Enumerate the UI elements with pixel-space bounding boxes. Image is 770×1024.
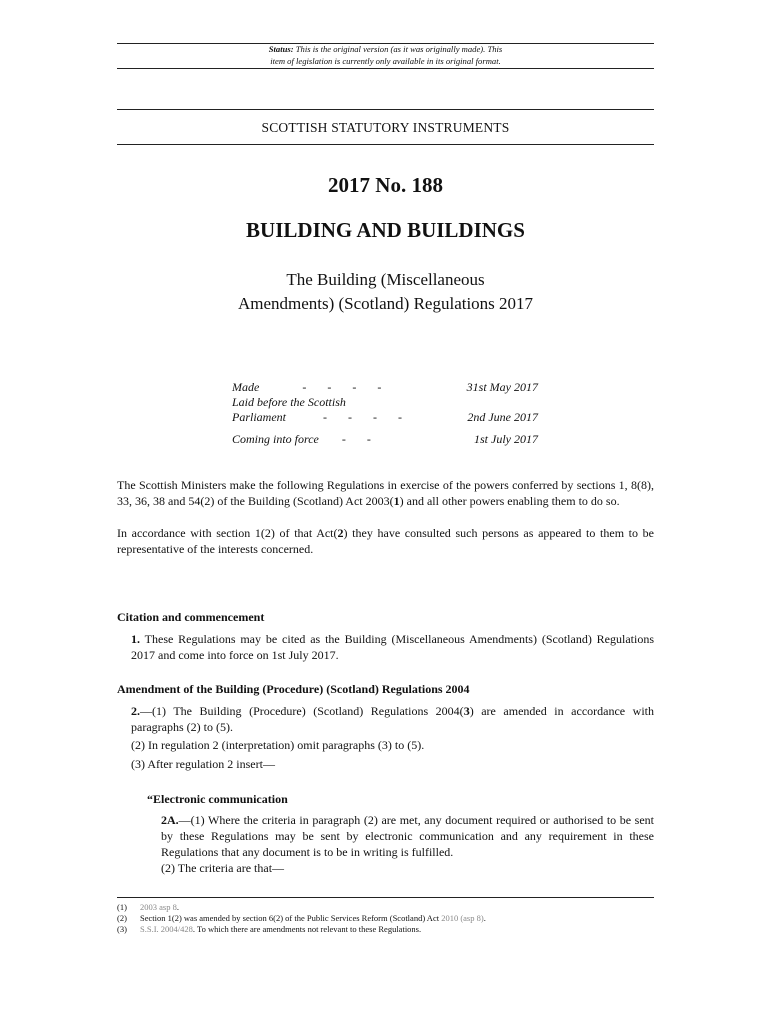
preamble-1-text-b: ) and all other powers enabling them to do so.	[399, 494, 620, 508]
footnote-rule	[117, 897, 654, 898]
preamble-paragraph-2	[117, 525, 654, 557]
footnote-1	[117, 902, 654, 913]
preamble-2-text-b: ) they have consulted such persons as appeared to them to be representative of the interests concerned.	[117, 526, 655, 556]
series-top-rule	[117, 109, 654, 110]
regulation-1	[117, 631, 654, 663]
preamble-1-text-a: The Scottish Ministers make the following Regulations in exercise of the powers conferred by sections 1, 8(8), 33, 36, 38 and 54(2) of the Building (Scotland) Act 2003(	[117, 478, 654, 508]
regulation-2-paragraph-3: (3) After regulation 2 insert—	[131, 757, 275, 771]
made-label: Made	[232, 380, 260, 394]
regulation-2a	[147, 812, 654, 860]
footnote-3-mark: (3)	[117, 924, 127, 934]
force-row	[232, 432, 538, 447]
made-row	[232, 380, 538, 395]
regulation-2-text-b: ) are amended in accordance with paragraphs (2) to (5).	[131, 704, 655, 734]
laid-dashes: - - - -	[323, 410, 402, 424]
footnote-3-link[interactable]: S.S.I. 2004/428	[140, 924, 193, 934]
series-heading: SCOTTISH STATUTORY INSTRUMENTS	[261, 120, 510, 135]
regulation-2-paragraph-2: (2) In regulation 2 (interpretation) omit paragraphs (3) to (5).	[131, 738, 425, 752]
status-text-line2: item of legislation is currently only available in its original format.	[270, 56, 501, 66]
laid-row	[232, 395, 538, 425]
series-bottom-rule	[117, 144, 654, 145]
force-dashes: - -	[341, 432, 371, 446]
regulation-2a-text: —(1) Where the criteria in paragraph (2) are met, any document required or authorised to be sent by these Regulations may be sent by electronic communication and any requirement in these Regulations that any document is to be in writing is fulfilled.	[161, 813, 654, 859]
heading-citation: Citation and commencement	[117, 610, 265, 624]
preamble-paragraph-1	[117, 477, 654, 509]
status-text-line1: This is the original version (as it was originally made). This	[295, 44, 503, 54]
instrument-number: 2017 No. 188	[328, 173, 443, 197]
status-box	[117, 43, 654, 67]
footnote-2-link[interactable]: 2010 (asp 8)	[441, 913, 484, 923]
regulation-2a-number: 2A.	[161, 813, 179, 827]
regulation-1-text: These Regulations may be cited as the Building (Miscellaneous Amendments) (Scotland) Regulations 2017 and come into force on 1st July 2017.	[131, 632, 654, 662]
force-label: Coming into force	[232, 432, 319, 446]
dates-block	[232, 380, 538, 447]
document-page	[117, 0, 654, 1024]
footnote-2	[117, 913, 654, 924]
footnotes	[117, 902, 654, 935]
footnote-ref-2[interactable]: 2	[337, 526, 344, 540]
status-bottom-rule	[117, 68, 654, 69]
title-line-2: Amendments) (Scotland) Regulations 2017	[237, 294, 534, 313]
subject-heading: BUILDING AND BUILDINGS	[246, 218, 525, 242]
footnote-3	[117, 924, 654, 935]
footnote-2-mark: (2)	[117, 913, 127, 923]
regulation-2-text-a: —(1) The Building (Procedure) (Scotland) Regulations 2004(	[140, 704, 464, 718]
regulation-title	[117, 268, 654, 316]
regulation-1-number: 1.	[131, 632, 140, 646]
heading-electronic-communication: “Electronic communication	[147, 792, 288, 806]
footnote-2-end: .	[483, 913, 486, 923]
footnote-3-text: . To which there are amendments not relevant to these Regulations.	[192, 924, 422, 934]
footnote-1-end: .	[176, 902, 179, 912]
title-line-1: The Building (Miscellaneous	[286, 270, 485, 289]
regulation-2	[117, 703, 654, 735]
laid-label-2: Parliament	[232, 410, 286, 424]
footnote-2-text: Section 1(2) was amended by section 6(2) of the Public Services Reform (Scotland) Act	[140, 913, 442, 923]
footnote-1-mark: (1)	[117, 902, 127, 912]
laid-date: 2nd June 2017	[467, 410, 538, 424]
laid-label-1: Laid before the Scottish	[232, 395, 346, 409]
footnote-ref-1[interactable]: 1	[393, 494, 400, 508]
status-label: Status:	[268, 44, 294, 54]
made-dashes: - - - -	[302, 380, 382, 394]
preamble-2-text-a: In accordance with section 1(2) of that Act(	[117, 526, 338, 540]
regulation-2-number: 2.	[131, 704, 140, 718]
heading-amendment: Amendment of the Building (Procedure) (Scotland) Regulations 2004	[117, 682, 470, 696]
force-date: 1st July 2017	[474, 432, 538, 446]
footnote-ref-3[interactable]: 3	[463, 704, 470, 718]
regulation-2a-paragraph-2: (2) The criteria are that—	[161, 861, 285, 875]
footnote-1-link[interactable]: 2003 asp 8	[140, 902, 177, 912]
made-date: 31st May 2017	[466, 380, 538, 394]
